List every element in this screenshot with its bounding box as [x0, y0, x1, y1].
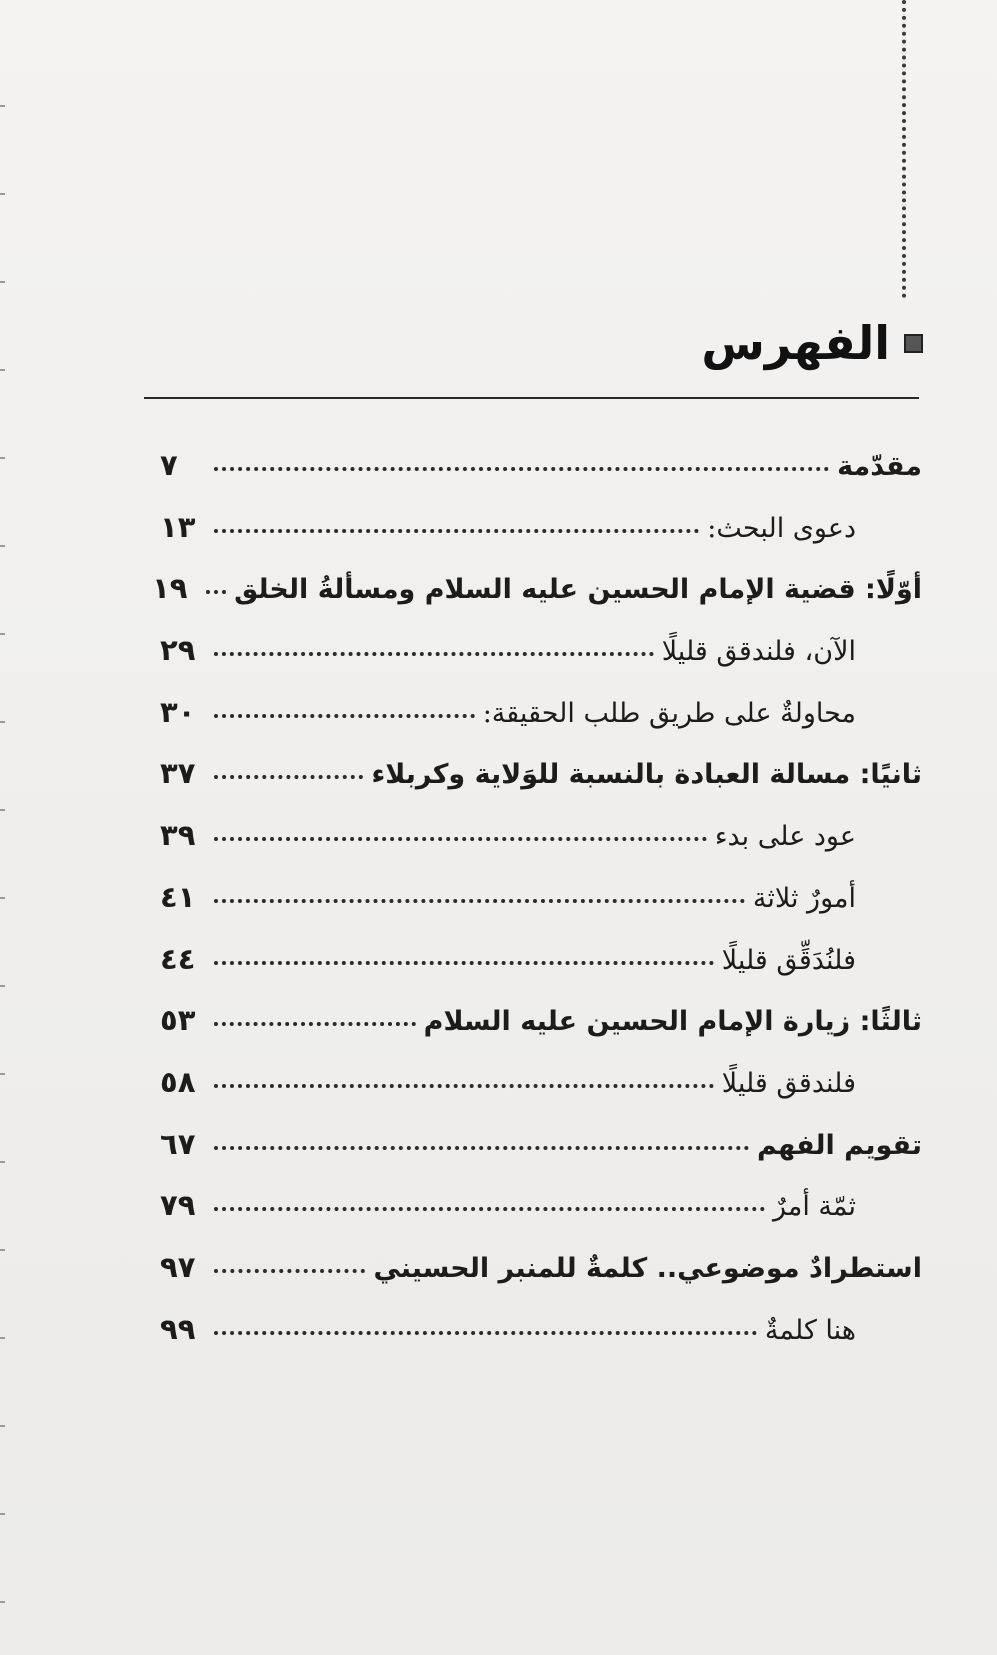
toc-entry: [160, 880, 922, 942]
toc-entry: [160, 695, 922, 757]
toc-page-number: ٥٣: [160, 1003, 196, 1038]
toc-entry-title: ثانيًا: مسالة العبادة بالنسبة للوَلاية وكربلاء: [371, 759, 922, 791]
edge-mark: [0, 809, 5, 811]
edge-mark: [0, 1513, 5, 1515]
dotted-divider: [902, 0, 906, 298]
edge-mark: [0, 1249, 5, 1251]
toc-entry: [160, 1003, 922, 1065]
toc-page-number: ٧: [160, 448, 178, 482]
toc-page-number: ٩٧: [160, 1249, 196, 1284]
table-of-contents: [152, 448, 922, 1373]
toc-entry: [160, 818, 922, 880]
toc-entry: [160, 1250, 922, 1312]
toc-entry: [160, 756, 922, 818]
toc-entry-title: مقدّمة: [837, 451, 922, 482]
dot-leader: [214, 775, 363, 779]
edge-mark: [0, 721, 5, 723]
edge-mark: [0, 1425, 5, 1427]
page-title: الفهرس: [701, 316, 890, 370]
toc-entry-title: الآن، فلندقق قليلًا: [661, 636, 856, 668]
edge-mark: [0, 545, 5, 547]
dot-leader: [214, 899, 745, 903]
toc-page-number: ٧٩: [160, 1188, 196, 1223]
toc-page-number: ٢٩: [160, 633, 196, 668]
toc-entry: [160, 1127, 922, 1189]
toc-entry: [160, 448, 922, 510]
dot-leader: [214, 652, 654, 656]
edge-mark: [0, 985, 5, 987]
toc-page-number: ٦٧: [160, 1126, 196, 1161]
toc-page-number: ٤١: [160, 879, 196, 914]
dot-leader: [214, 467, 829, 471]
edge-mark: [0, 897, 5, 899]
dot-leader: [214, 714, 475, 718]
toc-entry: [160, 1312, 922, 1374]
toc-entry-title: عود على بدء: [714, 821, 856, 853]
toc-page-number: ٩٩: [160, 1311, 196, 1346]
edge-mark: [0, 193, 5, 195]
square-bullet-icon: [904, 334, 923, 353]
edge-mark: [0, 1161, 5, 1163]
dot-leader: [214, 1269, 365, 1273]
dot-leader: [214, 529, 699, 533]
edge-mark: [0, 1337, 5, 1339]
toc-entry-title: هنا كلمةٌ: [764, 1314, 856, 1346]
toc-page-number: ٣٧: [160, 756, 196, 791]
toc-entry-title: فلنُدَقِّق قليلًا: [721, 944, 856, 976]
dot-leader: [214, 1022, 416, 1026]
toc-page-number: ٥٨: [160, 1064, 196, 1099]
toc-entry: [152, 571, 922, 633]
toc-entry-title: محاولةٌ على طريق طلب الحقيقة:: [482, 697, 856, 729]
edge-mark: [0, 1073, 5, 1075]
title-divider: [144, 397, 919, 399]
dot-leader: [214, 837, 707, 841]
edge-mark: [0, 369, 5, 371]
toc-entry: [160, 942, 922, 1004]
toc-page-number: ١٣: [160, 509, 196, 544]
edge-mark: [0, 281, 5, 283]
toc-entry: [160, 1065, 922, 1127]
dot-leader: [214, 1146, 749, 1150]
edge-mark: [0, 633, 5, 635]
dot-leader: [214, 961, 714, 965]
toc-entry-title: استطرادٌ موضوعي.. كلمةٌ للمنبر الحسيني: [373, 1252, 922, 1284]
toc-entry-title: أمورٌ ثلاثة: [752, 882, 856, 914]
edge-mark: [0, 1601, 5, 1603]
toc-page-number: ٣٠: [160, 694, 196, 729]
toc-entry: [160, 510, 922, 572]
dot-leader: [206, 590, 226, 594]
toc-page-number: ٤٤: [160, 941, 196, 976]
dot-leader: [214, 1084, 714, 1088]
dot-leader: [214, 1331, 757, 1335]
toc-entry-title: ثالثًا: زيارة الإمام الحسين عليه السلام: [423, 1006, 922, 1038]
edge-mark: [0, 105, 5, 107]
toc-entry-title: أوّلًا: قضية الإمام الحسين عليه السلام ومسألةُ الخلق: [234, 574, 922, 606]
title-row: [701, 316, 923, 370]
toc-page-number: ١٩: [152, 571, 188, 606]
toc-entry: [160, 1188, 922, 1250]
toc-entry-title: فلندقق قليلًا: [721, 1067, 856, 1099]
toc-entry-title: تقويم الفهم: [756, 1129, 922, 1161]
edge-mark: [0, 457, 5, 459]
dot-leader: [214, 1207, 765, 1211]
toc-entry-title: ثمّة أمرٌ: [772, 1191, 856, 1223]
toc-page-number: ٣٩: [160, 818, 196, 853]
toc-entry: [160, 633, 922, 695]
toc-entry-title: دعوى البحث:: [707, 512, 856, 544]
